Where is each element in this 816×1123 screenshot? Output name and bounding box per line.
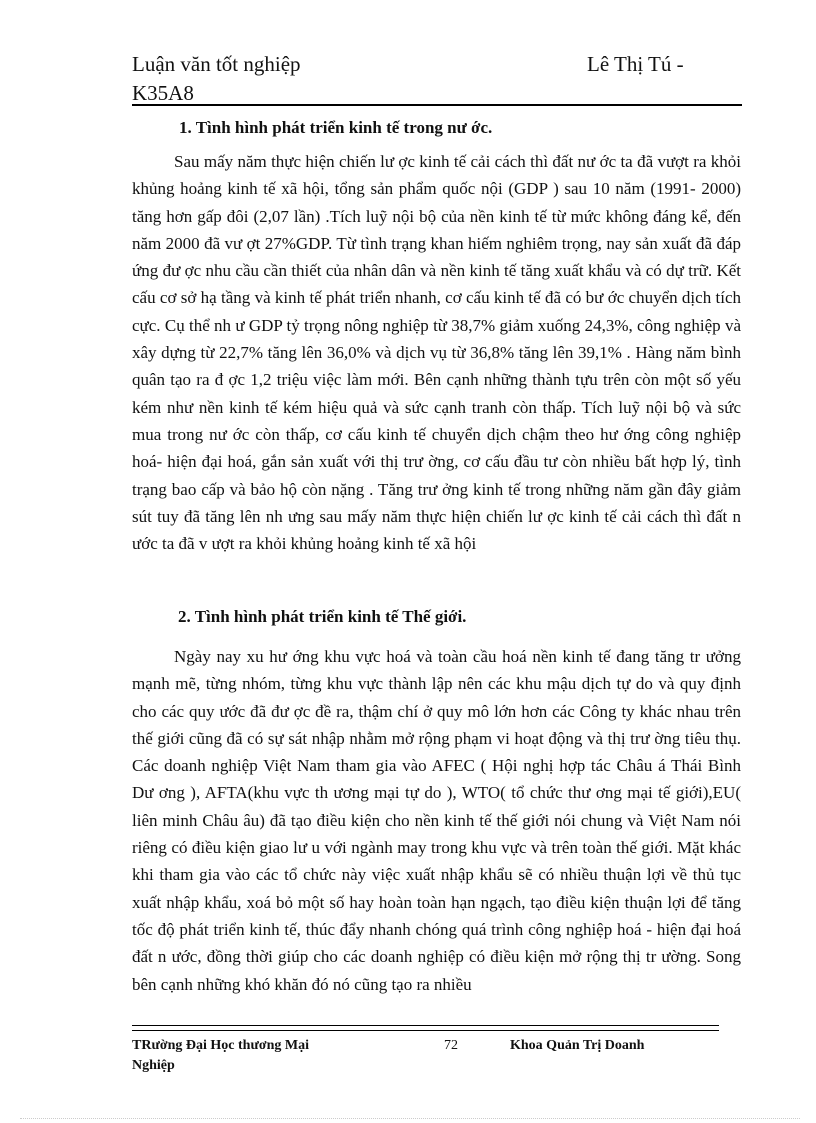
section2-heading: 2. Tình hình phát triển kinh tế Thế giới. — [178, 607, 467, 626]
footer-divider-top — [132, 1025, 719, 1026]
header-divider — [132, 104, 742, 106]
header-author: Lê Thị Tú - — [587, 52, 684, 76]
section1-paragraph: Sau mấy năm thực hiện chiến lư ợc kinh tế cải cách thì đất nư ớc ta đã vượt ra khỏi khủng hoảng kinh tế xã hội, tổng sản phẩm quốc nội (GDP ) sau 10 năm (1991- 2000) tăng hơn gấp đôi (2,07 lần) .Tích luỹ nội bộ của nền kinh tế từ mức không đáng kể, đến năm 2000 đã vư ợt 27%GDP. Từ tình trạng khan hiếm nghiêm trọng, nay sản xuất đã đáp ứng đư ợc nhu cầu cần thiết của nhân dân và nền kinh tế tăng xuất khẩu và có dự trữ. Kết cấu cơ sở hạ tầng và kinh tế phát triển nhanh, cơ cấu kinh tế đã có bư ớc chuyển dịch tích cực. Cụ thể nh ư GDP tỷ trọng nông nghiệp từ 38,7% giảm xuống 24,3%, công nghiệp và xây dựng từ 22,7% tăng lên 36,0% và dịch vụ từ 36,8% tăng lên 39,1% . Hàng năm bình quân tạo ra đ ợc 1,2 triệu việc làm mới. Bên cạnh những thành tựu trên còn một số yếu kém như nền kinh tế kém hiệu quả và sức cạnh tranh còn thấp. Tích luỹ nội bộ và sức mua trong nư ớc còn thấp, cơ cấu kinh tế chuyển dịch chậm theo hư ớng công nghiệp hoá- hiện đại hoá, gắn sản xuất với thị trư ờng, cơ cấu đầu tư còn nhiều bất hợp lý, tình trạng bao cấp và bảo hộ còn nặng . Tăng trư ởng kinh tế trong những năm gần đây giảm sút tuy đã tăng lên nh ưng sau mấy năm thực hiện chiến lư ợc kinh tế cải cách thì đất n ước ta đã v ượt ra khỏi khủng hoảng kinh tế xã hội — [132, 152, 741, 554]
header-class-code: K35A8 — [132, 81, 194, 105]
page-bottom-edge — [20, 1118, 800, 1119]
section2-paragraph: Ngày nay xu hư ớng khu vực hoá và toàn cầu hoá nền kinh tế đang tăng tr ưởng mạnh mẽ, từng nhóm, từng khu vực thành lập nên các khu mậu dịch tự do và quy định cho các quy ước đã đư ợc đề ra, thậm chí ở quy mô lớn hơn các Công ty khác nhau trên thế giới cũng đã có sự sát nhập nhằm mở rộng phạm vi hoạt động và thị trư ờng tiêu thụ. Các doanh nghiệp Việt Nam tham gia vào AFEC ( Hội nghị hợp tác Châu á Thái Bình Dư ơng ), AFTA(khu vực th ương mại tự do ), WTO( tổ chức thư ơng mại tế giới),EU( liên minh Châu âu) đã tạo điều kiện cho nền kinh tế thế giới nói chung và Việt Nam nói riêng có điều kiện giao lư u với ngành may trong khu vực và trên toàn thế giới. Mặt khác khi tham gia vào các tổ chức này việc xuất nhập khẩu sẽ có nhiều thuận lợi về thủ tục xuất nhập khẩu, xoá bỏ một số hay hoàn toàn hạn ngạch, tạo điều kiện thuận lợi để tăng tốc độ phát triển kinh tế, thúc đẩy nhanh chóng quá trình công nghiệp hoá - hiện đại hoá đất n ước, đồng thời giúp cho các doanh nghiệp có điều kiện mở rộng thị tr ường. Song bên cạnh những khó khăn đó nó cũng tạo ra nhiều — [132, 647, 741, 994]
header-thesis-label: Luận văn tốt nghiệp — [132, 52, 301, 76]
footer-school: TRường Đại Học thương Mại — [132, 1038, 309, 1053]
footer-department: Khoa Quản Trị Doanh — [510, 1038, 645, 1053]
page-number: 72 — [444, 1038, 458, 1053]
footer-divider-bottom — [132, 1030, 719, 1031]
footer-school-continued: Nghiệp — [132, 1058, 175, 1073]
section1-heading: 1. Tình hình phát triển kinh tế trong nư ớc. — [179, 118, 493, 137]
